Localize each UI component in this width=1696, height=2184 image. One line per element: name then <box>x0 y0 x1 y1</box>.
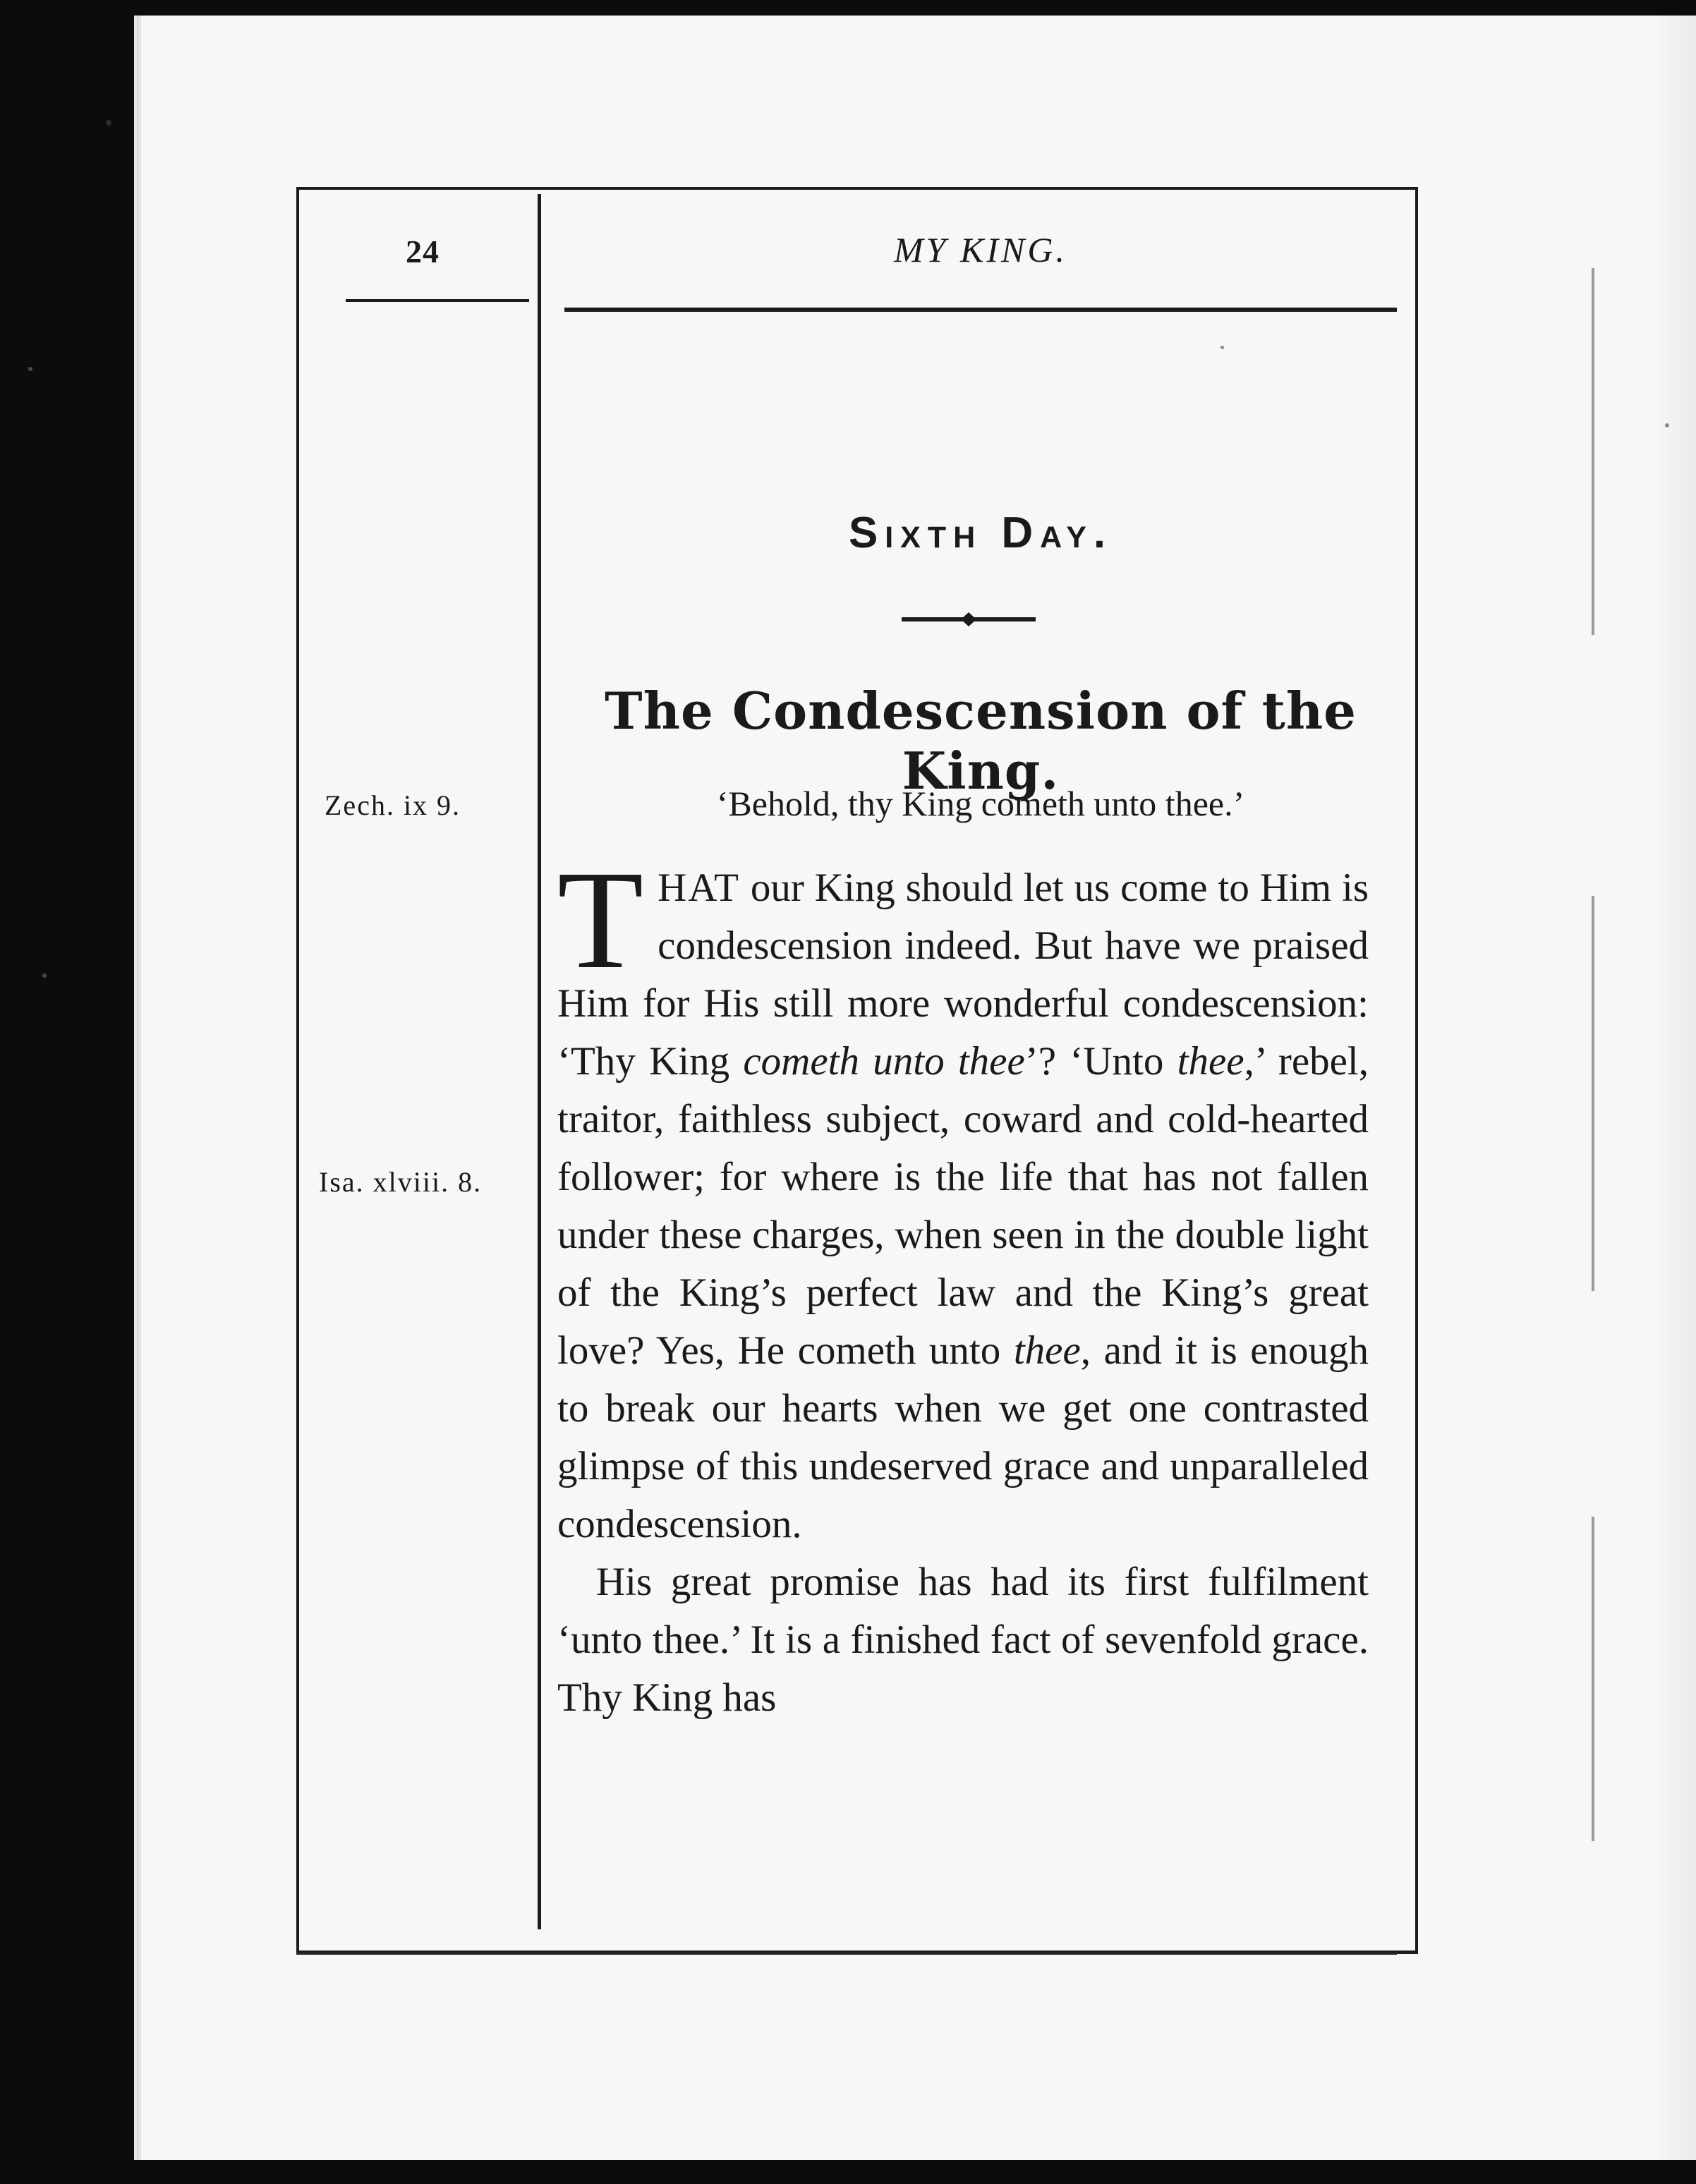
running-title: MY KING. <box>894 230 1067 269</box>
epigraph: ‘Behold, thy King cometh unto thee.’ <box>716 784 1245 823</box>
lead-caps: HAT <box>658 866 740 910</box>
ink-speck <box>42 973 47 978</box>
ink-speck <box>1665 423 1669 427</box>
paragraph-text: , and it is enough to break our hearts when we get one contrasted glimpse of this undeserved grace and unparalleled condescension. <box>557 1328 1369 1546</box>
ink-speck <box>1220 346 1224 349</box>
paragraph-text: ’? ‘Unto <box>1024 1039 1177 1084</box>
paragraph-text: ,’ rebel, traitor, faithless subject, coward and cold-hearted follower; for where is the life that has not fallen under these charges, when seen in the double light of the King’s perfect law and the King’s great love? Yes, He cometh unto <box>557 1039 1369 1373</box>
margin-note: Isa. xlviii. 8. <box>319 1166 483 1198</box>
binding-mark <box>1592 268 1594 635</box>
paragraph <box>557 842 1369 1553</box>
ink-speck <box>28 367 32 371</box>
paragraph-text: our King should let us come to Him is condescension indeed. But have we praised Him for His still more wonderful condescension: ‘Thy King <box>557 866 1369 1084</box>
binding-mark <box>1592 896 1594 1291</box>
page-number: 24 <box>406 233 440 269</box>
margin-column-divider <box>538 194 541 1929</box>
body-text <box>557 842 1369 1727</box>
page-gutter-shadow <box>1654 16 1696 2160</box>
header-rule-right <box>564 308 1397 312</box>
header-rule-left <box>346 299 529 302</box>
section-title: The Condescension of the King. <box>605 681 1357 801</box>
emphasis-text: thee <box>1177 1039 1244 1084</box>
binding-mark <box>1592 1517 1594 1841</box>
ink-speck <box>106 120 111 126</box>
emphasis-text: thee <box>1013 1328 1081 1373</box>
ornament-divider-icon <box>902 612 1036 626</box>
day-heading: Sixth Day. <box>848 509 1113 557</box>
drop-cap: T <box>557 842 644 998</box>
frame-bottom-rule <box>296 1953 1397 1955</box>
emphasis-text: cometh unto thee <box>743 1039 1025 1084</box>
margin-note: Zech. ix 9. <box>325 789 461 821</box>
paragraph: His great promise has had its first fulfilment ‘unto thee.’ It is a finished fact of sevenfold grace. Thy King has <box>557 1560 1369 1720</box>
